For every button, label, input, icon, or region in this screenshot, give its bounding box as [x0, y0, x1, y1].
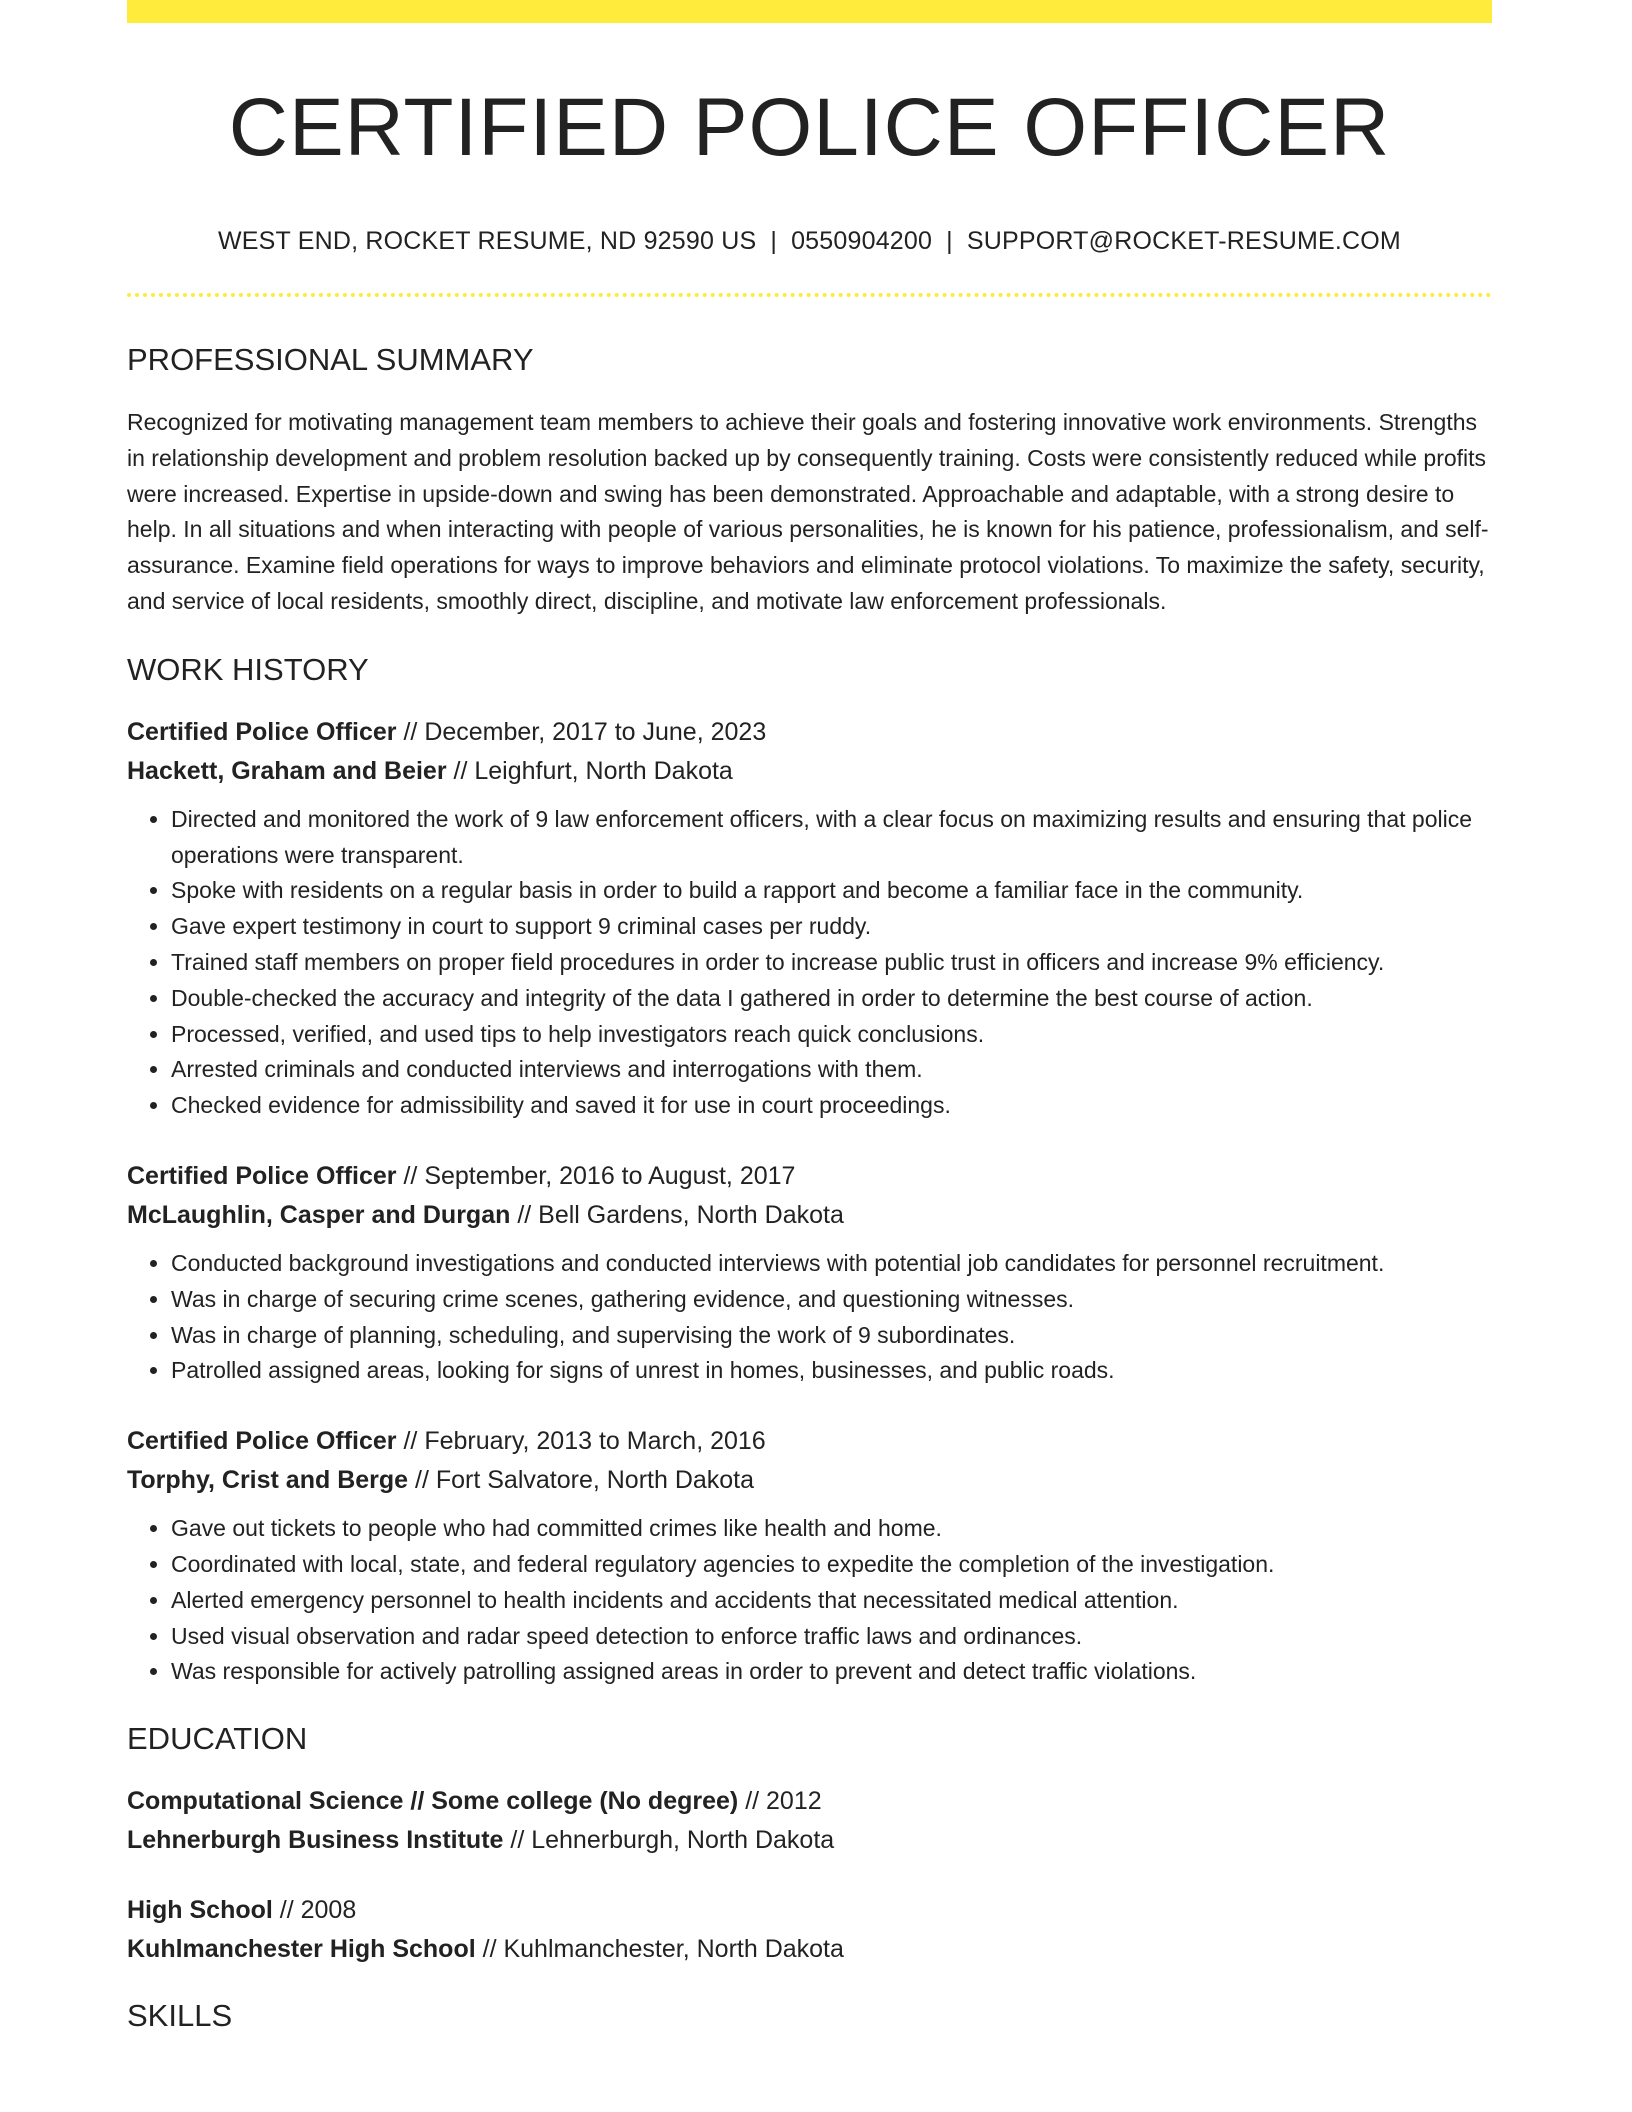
- education-year: // 2012: [738, 1787, 822, 1816]
- education-location: // Kuhlmanchester, North Dakota: [475, 1935, 844, 1964]
- job-location: // Leighfurt, North Dakota: [446, 756, 733, 785]
- job-duties-list: [127, 802, 1492, 1124]
- list-item: • Directed and monitored the work of 9 law enforcement officers, with a clear focus on maximizing results and ensuring that police operations were transparent.: [171, 802, 1492, 874]
- job-entry: [127, 1422, 1492, 1690]
- education-year: // 2008: [272, 1896, 357, 1925]
- education-degree: High School: [127, 1896, 273, 1925]
- list-item: • Arrested criminals and conducted interviews and interrogations with them.: [171, 1052, 1492, 1088]
- education-entry: [127, 1891, 1492, 1969]
- job-role: Certified Police Officer: [127, 717, 397, 746]
- job-entry: [127, 1157, 1492, 1389]
- job-company-line: [127, 1461, 1492, 1500]
- list-item: • Trained staff members on proper field procedures in order to increase public trust in officers and increase 9% efficiency.: [171, 945, 1492, 981]
- list-item: • Patrolled assigned areas, looking for signs of unrest in homes, businesses, and public roads.: [171, 1353, 1492, 1389]
- list-item: • Alerted emergency personnel to health incidents and accidents that necessitated medical attention.: [171, 1583, 1492, 1619]
- summary-heading: PROFESSIONAL SUMMARY: [127, 342, 534, 378]
- list-item: • Gave expert testimony in court to support 9 criminal cases per ruddy.: [171, 909, 1492, 945]
- education-location: // Lehnerburgh, North Dakota: [503, 1826, 835, 1855]
- contact-separator: |: [770, 227, 778, 256]
- list-item: • Was in charge of planning, scheduling, and supervising the work of 9 subordinates.: [171, 1318, 1492, 1354]
- list-item: • Conducted background investigations and conducted interviews with potential job candidates for personnel recruitment.: [171, 1246, 1492, 1282]
- job-location: // Fort Salvatore, North Dakota: [408, 1466, 755, 1495]
- job-company-line: [127, 1196, 1492, 1235]
- education-degree-line: [127, 1782, 1492, 1821]
- education-school: Lehnerburgh Business Institute: [127, 1826, 504, 1855]
- education-degree: Computational Science // Some college (No degree): [127, 1787, 739, 1816]
- job-location: // Bell Gardens, North Dakota: [510, 1201, 844, 1230]
- contact-email: SUPPORT@ROCKET-RESUME.COM: [966, 227, 1401, 256]
- skills-heading: SKILLS: [127, 1998, 233, 2034]
- education-school: Kuhlmanchester High School: [127, 1935, 476, 1964]
- job-duties-list: [127, 1511, 1492, 1690]
- dotted-divider: [127, 293, 1492, 297]
- contact-separator: |: [946, 227, 953, 256]
- contact-phone: 0550904200: [791, 227, 933, 256]
- resume-page: [127, 0, 1492, 2034]
- job-role-line: [127, 713, 1492, 752]
- list-item: • Was in charge of securing crime scenes, gathering evidence, and questioning witnesses.: [171, 1282, 1492, 1318]
- education-heading: EDUCATION: [127, 1721, 308, 1757]
- education-degree-line: [127, 1891, 1492, 1930]
- education-school-line: [127, 1930, 1492, 1969]
- job-role-line: [127, 1157, 1492, 1196]
- list-item: • Used visual observation and radar speed detection to enforce traffic laws and ordinances.: [171, 1619, 1492, 1655]
- accent-top-bar: [127, 0, 1492, 23]
- contact-address: WEST END, ROCKET RESUME, ND 92590 US: [218, 227, 757, 256]
- job-company: Torphy, Crist and Berge: [127, 1466, 409, 1495]
- candidate-title: CERTIFIED POLICE OFFICER: [228, 82, 1391, 173]
- list-item: • Gave out tickets to people who had committed crimes like health and home.: [171, 1511, 1492, 1547]
- job-company: McLaughlin, Casper and Durgan: [127, 1201, 511, 1230]
- job-dates: // December, 2017 to June, 2023: [396, 717, 767, 746]
- work-history-heading: WORK HISTORY: [127, 651, 369, 687]
- list-item: • Processed, verified, and used tips to help investigators reach quick conclusions.: [171, 1017, 1492, 1053]
- list-item: • Spoke with residents on a regular basis in order to build a rapport and become a familiar face in the community.: [171, 873, 1492, 909]
- contact-line: [127, 229, 1492, 254]
- list-item: • Coordinated with local, state, and federal regulatory agencies to expedite the completion of the investigation.: [171, 1547, 1492, 1583]
- list-item: • Checked evidence for admissibility and saved it for use in court proceedings.: [171, 1088, 1492, 1124]
- job-role-line: [127, 1422, 1492, 1461]
- job-company: Hackett, Graham and Beier: [127, 756, 447, 785]
- job-role: Certified Police Officer: [127, 1427, 397, 1456]
- job-duties-list: [127, 1246, 1492, 1389]
- summary-text: Recognized for motivating management team members to achieve their goals and fostering innovative work environments. Strengths in relationship development and problem resolution backed up by consequently training. Costs were consistently reduced while profits were increased. Expertise in upside-down and swing has been demonstrated. Approachable and adaptable, with a strong desire to help. In all situations and when interacting with people of various personalities, he is known for his patience, professionalism, and self-assurance. Examine field operations for ways to improve behaviors and eliminate protocol violations. To maximize the safety, security, and service of local residents, smoothly direct, discipline, and motivate law enforcement professionals.: [127, 409, 1489, 615]
- job-company-line: [127, 752, 1492, 791]
- education-school-line: [127, 1821, 1492, 1860]
- job-dates: // February, 2013 to March, 2016: [396, 1427, 766, 1456]
- job-role: Certified Police Officer: [127, 1162, 397, 1191]
- job-dates: // September, 2016 to August, 2017: [396, 1162, 796, 1191]
- list-item: • Double-checked the accuracy and integrity of the data I gathered in order to determine the best course of action.: [171, 981, 1492, 1017]
- list-item: • Was responsible for actively patrolling assigned areas in order to prevent and detect traffic violations.: [171, 1654, 1492, 1690]
- education-entry: [127, 1782, 1492, 1860]
- job-entry: [127, 713, 1492, 1124]
